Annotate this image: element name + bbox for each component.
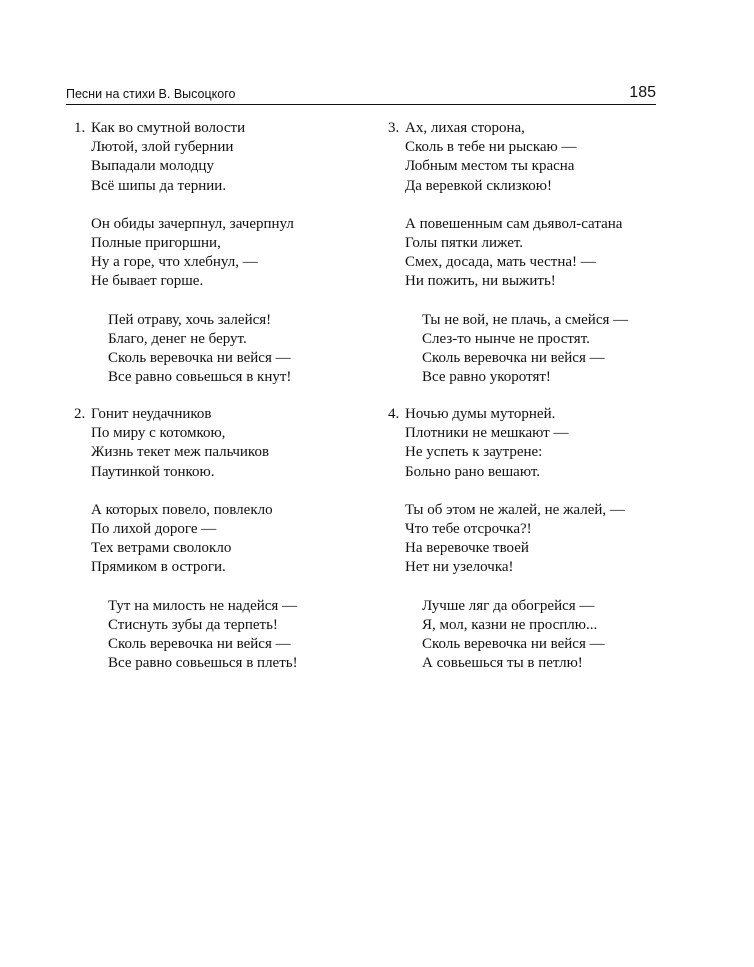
verse-line: Ты не вой, не плачь, а смейся —	[422, 311, 629, 328]
verse-line-text: Гонит неудачников	[91, 406, 212, 422]
verse-line: Плотники не мешкают —	[405, 425, 569, 442]
stanza	[74, 215, 374, 292]
verse-line: Не бывает горше.	[91, 273, 204, 290]
song-4	[388, 405, 688, 673]
verse-line: Все равно укоротят!	[422, 369, 551, 386]
verse-line: Я, мол, казни не просплю...	[422, 616, 598, 633]
verse-line: А совьешься ты в петлю!	[422, 655, 583, 672]
verse-line: Все равно совьешься в плеть!	[108, 655, 298, 672]
song-number: 4.	[388, 406, 400, 422]
song-number: 2.	[74, 406, 86, 422]
stanza	[388, 405, 688, 482]
song-number: 3.	[388, 120, 400, 136]
verse-line: Пей отраву, хочь залейся!	[108, 311, 272, 328]
refrain	[74, 311, 374, 388]
verse-line: На веревочке твоей	[405, 540, 529, 557]
verse-line: Сколь веревочка ни вейся —	[422, 635, 605, 652]
stanza	[74, 119, 374, 196]
verse-line: Да веревкой склизкою!	[405, 177, 552, 194]
stanza	[388, 501, 688, 578]
verse-line: Выпадали молодцу	[91, 158, 214, 175]
verse-line: Голы пятки лижет.	[405, 234, 524, 251]
refrain	[388, 597, 688, 674]
verse-line	[388, 119, 688, 138]
song-number: 1.	[74, 120, 86, 136]
verse-line: Сколь в тебе ни рыскаю —	[405, 139, 577, 156]
verse-line: Лобным местом ты красна	[405, 158, 575, 175]
verse-line: Лютой, злой губернии	[91, 139, 234, 156]
verse-line: Что тебе отсрочка?!	[405, 520, 532, 537]
verse-line: Больно рано вешают.	[405, 463, 540, 480]
verse-line: По миру с котомкою,	[91, 425, 226, 442]
verse-line: Всё шипы да тернии.	[91, 177, 227, 194]
verse-line: Смех, досада, мать честна! —	[405, 254, 596, 271]
verse-line: Ни пожить, ни выжить!	[405, 273, 556, 290]
verse-line: Сколь веревочка ни вейся —	[422, 349, 605, 366]
verse-line: Лучше ляг да обогрейся —	[422, 597, 595, 614]
verse-line	[74, 119, 374, 138]
verse-line: Благо, денег не берут.	[108, 330, 247, 347]
verse-line: Тут на милость не надейся —	[108, 597, 298, 614]
running-header	[66, 84, 656, 105]
verse-line: Стиснуть зубы да терпеть!	[108, 616, 278, 633]
verse-line-text: Ночью думы муторней.	[405, 406, 556, 422]
verse-line	[388, 405, 688, 424]
verse-line-text: Как во смутной волости	[91, 120, 246, 136]
verse-line: Слез-то нынче не простят.	[422, 330, 590, 347]
verse-line: Ну а горе, что хлебнул, —	[91, 254, 258, 271]
running-header-title: Песни на стихи В. Высоцкого	[66, 87, 236, 101]
verse-line: Полные пригоршни,	[91, 234, 221, 251]
stanza	[388, 215, 688, 292]
verse-line: Сколь веревочка ни вейся —	[108, 635, 291, 652]
verse-line	[74, 405, 374, 424]
page-number: 185	[629, 84, 656, 101]
verse-line: Ты об этом не жалей, не жалей, —	[405, 501, 625, 518]
verse-line: Он обиды зачерпнул, зачерпнул	[91, 215, 294, 232]
song-3	[388, 119, 688, 387]
verse-line: Все равно совьешься в кнут!	[108, 369, 292, 386]
verse-line: Сколь веревочка ни вейся —	[108, 349, 291, 366]
verse-line: Не успеть к заутрене:	[405, 444, 543, 461]
stanza	[74, 405, 374, 482]
verse-line: Нет ни узелочка!	[405, 559, 514, 576]
verse-line: Паутинкой тонкою.	[91, 463, 215, 480]
verse-line-text: Ах, лихая сторона,	[405, 120, 525, 136]
refrain	[388, 311, 688, 388]
refrain	[74, 597, 374, 674]
verse-line: А повешенным сам дьявол-сатана	[405, 215, 623, 232]
song-2	[74, 405, 374, 673]
verse-line: Прямиком в остроги.	[91, 559, 226, 576]
song-1	[74, 119, 374, 387]
stanza	[388, 119, 688, 196]
verse-line: Тех ветрами сволокло	[91, 540, 232, 557]
verse-line: А которых повело, повлекло	[91, 501, 273, 518]
verse-line: По лихой дороге —	[91, 520, 217, 537]
stanza	[74, 501, 374, 578]
verse-line: Жизнь текет меж пальчиков	[91, 444, 270, 461]
